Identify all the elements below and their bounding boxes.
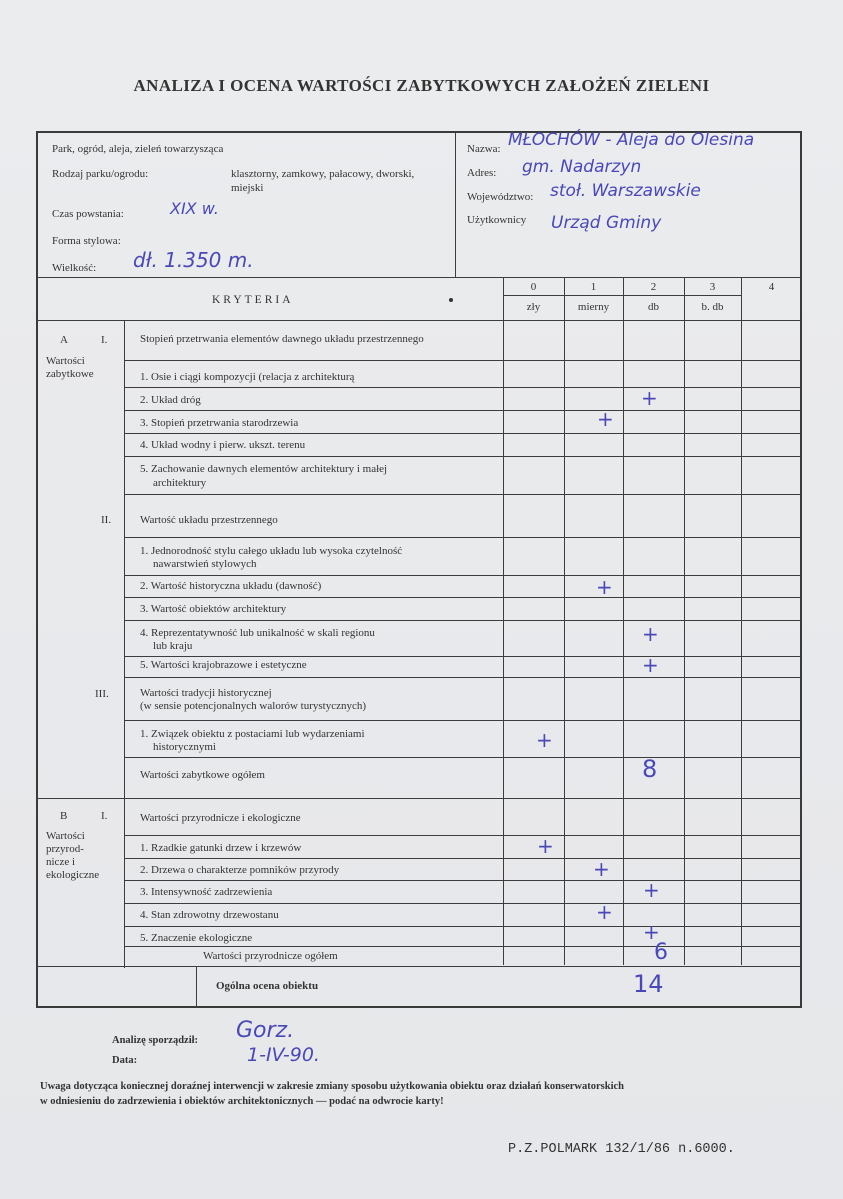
park-kind-options-2: miejski — [231, 182, 264, 194]
section-a-total-value: 8 — [642, 755, 658, 783]
mark-a3-1: + — [536, 728, 553, 752]
group3-item-1: 1. Związek obiektu z postaciami lub wydarzeniami — [140, 728, 365, 740]
section-b-item-2: 2. Drzewa o charakterze pomników przyrody — [140, 864, 340, 876]
mark-b-2: + — [593, 857, 610, 881]
dot-mark — [449, 298, 453, 302]
users-value: Urząd Gminy — [551, 213, 662, 233]
address-value: gm. Nadarzyn — [522, 157, 642, 177]
section-a-roman: I. — [101, 334, 108, 346]
group1-item-3: 3. Stopień przetrwania starodrzewia — [140, 417, 299, 429]
section-a-total-label: Wartości zabytkowe ogółem — [140, 769, 265, 781]
section-b-item-4: 4. Stan zdrowotny drzewostanu — [140, 909, 279, 921]
users-label: Użytkownicy — [467, 214, 527, 226]
mark-a1-3: + — [597, 407, 614, 431]
section-b-total-value: 6 — [654, 940, 668, 965]
group3-title-2: (w sensie potencjonalnych walorów turystycznych) — [140, 700, 367, 712]
scale-0: 0 — [530, 281, 537, 293]
mark-a1-2: + — [641, 386, 658, 410]
group3-title-1: Wartości tradycji historycznej — [140, 687, 272, 699]
group1-title: Stopień przetrwania elementów dawnego układu przestrzennego — [140, 333, 424, 345]
style-label: Forma stylowa: — [52, 235, 121, 247]
section-b-total-label: Wartości przyrodnicze ogółem — [203, 950, 338, 962]
section-b-label-4: ekologiczne — [46, 869, 100, 881]
mark-b-3: + — [643, 878, 660, 902]
group2-roman: II. — [101, 514, 112, 526]
section-a-letter: A — [60, 334, 68, 346]
scale-1: 1 — [590, 281, 597, 293]
prepared-signature: Gorz. — [236, 1018, 295, 1043]
scale-word-2: db — [648, 301, 659, 313]
size-label: Wielkość: — [52, 262, 97, 274]
section-b-label-3: nicze i — [46, 856, 76, 868]
overall-value: 14 — [633, 970, 664, 998]
section-b-roman: I. — [101, 810, 108, 822]
period-label: Czas powstania: — [52, 208, 124, 220]
group1-item-4: 4. Układ wodny i pierw. ukszt. terenu — [140, 439, 306, 451]
mark-a2-2: + — [596, 575, 613, 599]
overall-label: Ogólna ocena obiektu — [216, 980, 319, 992]
group2-item-2: 2. Wartość historyczna układu (dawność) — [140, 580, 322, 592]
group3-item-1-cont: historycznymi — [153, 741, 216, 753]
group1-item-5: 5. Zachowanie dawnych elementów architektury i małej — [140, 463, 388, 475]
group1-item-2: 2. Układ dróg — [140, 394, 201, 406]
scale-2: 2 — [650, 281, 657, 293]
note-line-2: w odniesieniu do zadrzewienia i obiektów architektonicznych — podać na odwrocie karty! — [40, 1096, 444, 1107]
scale-word-3: b. db — [701, 301, 724, 313]
group1-item-5-cont: architektury — [153, 477, 207, 489]
group2-item-1-cont: nawarstwień stylowych — [153, 558, 257, 570]
park-type-label: Park, ogród, aleja, zieleń towarzysząca — [52, 143, 224, 155]
section-a-label-1: Wartości — [46, 355, 85, 367]
scale-4: 4 — [768, 281, 775, 293]
group2-item-5: 5. Wartości krajobrazowe i estetyczne — [140, 659, 307, 671]
criteria-label: KRYTERIA — [212, 294, 294, 306]
section-b-item-3: 3. Intensywność zadrzewienia — [140, 886, 273, 898]
mark-b-4: + — [596, 900, 613, 924]
section-b-label-1: Wartości — [46, 830, 85, 842]
group2-item-1: 1. Jednorodność stylu całego układu lub wysoka czytelność — [140, 545, 403, 557]
section-b-title: Wartości przyrodnicze i ekologiczne — [140, 812, 301, 824]
section-b-letter: B — [60, 810, 68, 822]
mark-b-1: + — [537, 834, 554, 858]
group2-item-4: 4. Reprezentatywność lub unikalność w skali regionu — [140, 627, 375, 639]
group2-title: Wartość układu przestrzennego — [140, 514, 278, 526]
section-b-item-5: 5. Znaczenie ekologiczne — [140, 932, 253, 944]
park-kind-label: Rodzaj parku/ogrodu: — [52, 168, 149, 180]
group2-item-3: 3. Wartość obiektów architektury — [140, 603, 287, 615]
voivodeship-label: Województwo: — [467, 191, 534, 203]
date-label: Data: — [112, 1055, 138, 1066]
section-b-item-1: 1. Rzadkie gatunki drzew i krzewów — [140, 842, 302, 854]
scale-word-1: mierny — [577, 301, 610, 313]
mark-a2-4: + — [642, 622, 659, 646]
print-code: P.Z.POLMARK 132/1/86 n.6000. — [508, 1142, 735, 1157]
section-b-label-2: przyrod- — [46, 843, 84, 855]
period-value: XIX w. — [170, 199, 219, 218]
group3-roman: III. — [95, 688, 109, 700]
scale-3: 3 — [709, 281, 716, 293]
note-line-1: Uwaga dotycząca koniecznej doraźnej interwencji w zakresie zmiany sposobu użytkowania obiektu oraz działań konserwatorskich — [40, 1081, 624, 1092]
park-kind-options: klasztorny, zamkowy, pałacowy, dworski, — [231, 168, 415, 180]
group2-item-4-cont: lub kraju — [153, 640, 193, 652]
group1-item-1: 1. Osie i ciągi kompozycji (relacja z architekturą — [140, 371, 355, 383]
mark-a2-5: + — [642, 653, 659, 677]
scale-word-0: zły — [526, 301, 541, 313]
name-label: Nazwa: — [467, 143, 501, 155]
prepared-label: Analizę sporządził: — [112, 1035, 199, 1046]
mark-b-5: + — [643, 920, 660, 944]
voivodeship-value: stoł. Warszawskie — [550, 181, 701, 201]
section-a-label-2: zabytkowe — [46, 368, 94, 380]
name-value: MŁOCHÓW - Aleja do Olesina — [508, 130, 755, 150]
address-label: Adres: — [467, 167, 497, 179]
size-value: dł. 1.350 m. — [133, 248, 254, 272]
form-title: ANALIZA I OCENA WARTOŚCI ZABYTKOWYCH ZAŁOŻEŃ ZIELENI — [133, 76, 710, 95]
date-value: 1-IV-90. — [247, 1044, 320, 1066]
